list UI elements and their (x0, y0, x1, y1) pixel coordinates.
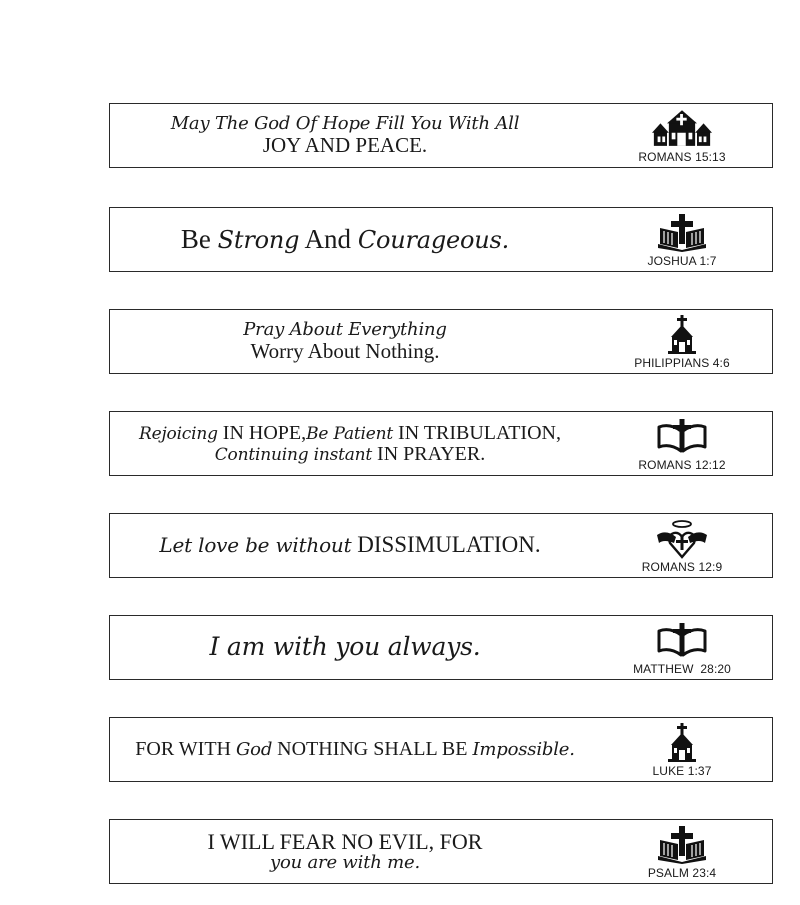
verse-line (135, 739, 574, 760)
verse-text: Strong (217, 226, 300, 255)
verse-text: And (299, 224, 358, 255)
verse-quote (110, 208, 580, 271)
verse-line (250, 340, 439, 363)
open-bible-cross-icon (652, 213, 712, 253)
verse-card-romans-12-12 (109, 411, 773, 476)
verse-text: NOTHING SHALL BE (272, 738, 473, 760)
verse-text: I WILL FEAR NO EVIL, FOR (207, 829, 483, 855)
verse-card-romans-15-13 (109, 103, 773, 168)
verse-text: Be (180, 224, 218, 255)
reference-block (592, 208, 772, 271)
verse-reference: JOSHUA 1:7 (647, 254, 717, 268)
verse-text: Pray About Everything (243, 318, 447, 340)
verse-quote (110, 310, 580, 373)
reference-block (592, 616, 772, 679)
verse-line (270, 851, 420, 873)
verse-line (159, 533, 540, 557)
verse-card-psalm-23-4 (109, 819, 773, 884)
verse-text: Worry About Nothing. (250, 338, 440, 363)
verse-line (243, 318, 447, 340)
verse-line (210, 634, 481, 660)
verse-quote (110, 616, 580, 679)
book-cross-icon (652, 417, 712, 457)
verse-text: Let love be without (159, 533, 352, 558)
verse-reference: MATTHEW 28:20 (633, 662, 731, 676)
verse-reference: LUKE 1:37 (652, 764, 712, 778)
verse-line (181, 225, 509, 253)
verse-line (263, 134, 427, 157)
verse-line (215, 444, 485, 465)
verse-reference: ROMANS 12:12 (638, 458, 726, 472)
reference-block (592, 514, 772, 577)
verse-quote (110, 514, 590, 577)
reference-block (592, 104, 772, 167)
verse-text: Be Patient (306, 423, 394, 444)
verse-quote (110, 718, 600, 781)
verse-card-matthew-28-20 (109, 615, 773, 680)
chapel-icon (652, 315, 712, 355)
verse-text: IN TRIBULATION, (393, 421, 561, 444)
verse-line (139, 423, 561, 444)
reference-block (592, 820, 772, 883)
verse-text: I am with you always. (209, 632, 481, 662)
verse-line (170, 112, 520, 134)
verse-reference: PSALM 23:4 (647, 866, 717, 880)
reference-block (592, 412, 772, 475)
winged-heart-cross-icon (652, 519, 712, 559)
reference-block (592, 718, 772, 781)
verse-text: Courageous. (357, 226, 510, 255)
verse-text: Rejoicing (139, 423, 218, 444)
verse-text: God (236, 739, 273, 760)
verse-text: FOR WITH (135, 738, 236, 760)
open-bible-cross-icon (652, 825, 712, 865)
book-cross-icon (652, 621, 712, 661)
verse-card-luke-1-37 (109, 717, 773, 782)
verse-quote (110, 104, 580, 167)
verse-text: IN HOPE, (217, 421, 307, 444)
reference-block (592, 310, 772, 373)
verse-text: Continuing instant (214, 444, 373, 465)
verse-text: you are with me. (270, 851, 420, 873)
verse-quote (110, 412, 590, 475)
verse-reference: ROMANS 15:13 (638, 150, 726, 164)
verse-reference: ROMANS 12:9 (641, 560, 723, 574)
church-building-icon (652, 109, 712, 149)
verse-card-philippians-4-6 (109, 309, 773, 374)
verse-text: May The God Of Hope Fill You With All (170, 112, 520, 134)
verse-card-joshua-1-7 (109, 207, 773, 272)
verse-text: Impossible. (472, 739, 575, 760)
verse-text: JOY AND PEACE. (262, 132, 428, 157)
verse-quote (110, 820, 580, 883)
chapel-icon (652, 723, 712, 763)
verse-card-romans-12-9 (109, 513, 773, 578)
verse-reference: PHILIPPIANS 4:6 (634, 356, 730, 370)
verse-text: DISSIMULATION. (351, 532, 541, 558)
verse-line (208, 830, 483, 854)
verse-text: IN PRAYER. (372, 442, 486, 465)
